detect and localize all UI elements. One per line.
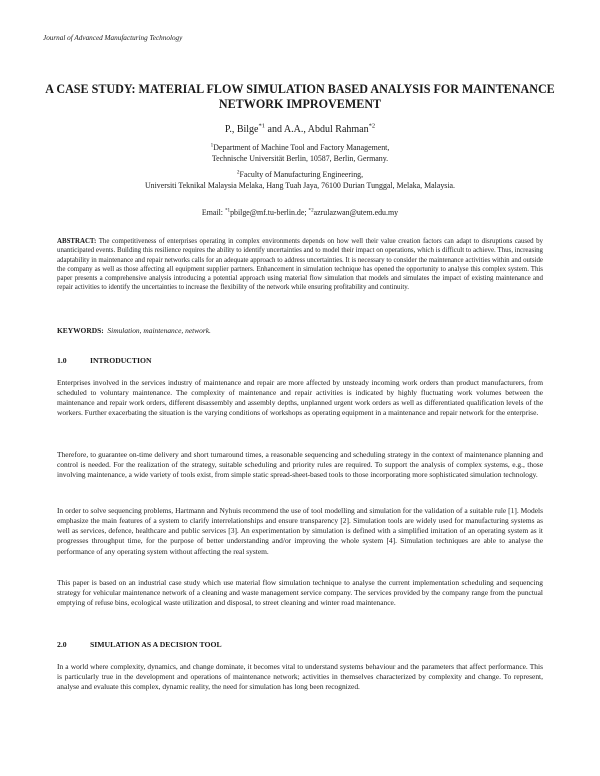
section-2-number: 2.0: [57, 640, 67, 649]
section-2-title: SIMULATION AS A DECISION TOOL: [90, 640, 222, 649]
email-1-link[interactable]: pbilge@mf.tu-berlin.de;: [230, 208, 309, 217]
keywords-label: KEYWORDS:: [57, 326, 104, 335]
abstract-text: The competitiveness of enterprises operating in complex environments depends on how well their value creation factors can adapt to disruptions caused by unanticipated events. Building this resilience requires the ability to identify uncertainties and to model their impact on operations, which is difficult to achieve. Thus, increasing adaptability in maintenance and repair networks calls for an adequate approach to address uncertainties. It is necessary to consider the maintenance activities within and outside the company as well as those affecting all equipment supplier partners. Enhancement in simulation technique has opened the opportunity to analyse this complex system. This paper presents a comprehensive analysis introducing a potential approach using material flow simulation that models and simulates the impact of existing maintenance and repair activities to identify the uncertainties to increase the flexibility of the network while ensuring profitability and continuity.: [57, 238, 543, 292]
intro-paragraph-2: Therefore, to guarantee on-time delivery and short turnaround times, a reasonable sequencing and scheduling strategy in the context of maintenance planning and control is needed. For the realization of the strategy, suitable scheduling and priority rules are required. To support the analysis of complex systems, e.g., those involving maintenance, a wide variety of tools exist, from simple static spread-sheet-based tools to those incorporating more sophisticated simulation technology.: [57, 450, 543, 480]
abstract: [57, 237, 543, 293]
author-line: [40, 124, 560, 135]
email-line: [60, 208, 540, 217]
affiliation-1: [60, 143, 540, 164]
abstract-label: ABSTRACT:: [57, 238, 97, 245]
journal-name: Journal of Advanced Manufacturing Technology: [43, 34, 183, 42]
email-label: Email:: [201, 208, 225, 217]
section-heading-1: [57, 356, 152, 365]
email-1-marker: *1: [224, 207, 231, 214]
author-1-name: P., Bilge: [224, 124, 259, 135]
keywords-text: Simulation, maintenance, network.: [107, 326, 211, 335]
author-2-marker: *2: [368, 122, 376, 130]
section-heading-2: [57, 640, 222, 649]
keywords: [57, 326, 211, 335]
intro-paragraph-3: In order to solve sequencing problems, Hartmann and Nyhuis recommend the use of tool modelling and simulation for the validation of a suitable rule [1]. Models emphasize the main features of a system to clarify interrelationships and ensure transparency [2]. Simulation tools are widely used for manufacturing systems as well as services, defence, healthcare and public services [3]. An experimentation by simulation is defined with a simplified imitation of an operating system as it progresses throughput time, for the purpose of better understanding and/or improving the whole system [4]. Simulation techniques are able to analyse the performance of any operating system without affecting the real system.: [57, 506, 543, 556]
affiliation-1-marker: 1: [210, 142, 214, 149]
affiliation-2-line-2: Universiti Teknikal Malaysia Melaka, Hang Tuah Jaya, 76100 Durian Tunggal, Melaka, Malaysia.: [144, 180, 456, 190]
affiliation-1-line-2: Technische Universität Berlin, 10587, Berlin, Germany.: [211, 153, 389, 163]
author-2-name: and A.A., Abdul Rahman: [265, 124, 369, 135]
affiliation-2: [60, 170, 540, 191]
section-1-title: INTRODUCTION: [90, 356, 152, 365]
section-1-number: 1.0: [57, 356, 67, 365]
affiliation-2-marker: 2: [236, 169, 240, 176]
intro-paragraph-1: Enterprises involved in the services industry of maintenance and repair are more affected by unsteady incoming work orders than product manufacturers, from scheduled to voluntary maintenance. The complexity of maintenance and repair activities is indicated by highly fluctuating work volumes between the maintenance and repair work orders, different disassembly and assembly depths, unplanned urgent work orders as well as differentiated qualification levels of the workers. Further exacerbating the situation is the varying conditions of workshops as operating equipment in a maintenance and repair network for the enterprise.: [57, 378, 543, 418]
affiliation-1-line-1: Department of Machine Tool and Factory Management,: [213, 143, 390, 152]
email-2-link[interactable]: azrulazwan@utem.edu.my: [313, 208, 399, 217]
author-1-marker: *1: [258, 122, 265, 130]
email-2-marker: *2: [308, 207, 314, 214]
affiliation-2-line-1: Faculty of Manufacturing Engineering,: [239, 170, 364, 179]
section-2-paragraph-1: In a world where complexity, dynamics, and change dominate, it becomes vital to understand systems behaviour and the parameters that affect performance. This is particularly true in the development and operations of maintenance network; activities in themselves characterized by complexity and change. To represent, analyse and evaluate this complex, dynamic reality, the need for simulation has long been recognized.: [57, 662, 543, 692]
intro-paragraph-4: This paper is based on an industrial case study which use material flow simulation technique to analyse the current implementation scheduling and sequencing strategy for vehicular maintenance network of a cleaning and waste management service company. The services provided by the company range from the punctual emptying of refuse bins, ecological waste utilization and disposal, to street cleaning and winter road maintenance.: [57, 578, 543, 608]
paper-title: A CASE STUDY: MATERIAL FLOW SIMULATION BASED ANALYSIS FOR MAINTENANCE NETWORK IMPROVEMENT: [45, 82, 555, 111]
